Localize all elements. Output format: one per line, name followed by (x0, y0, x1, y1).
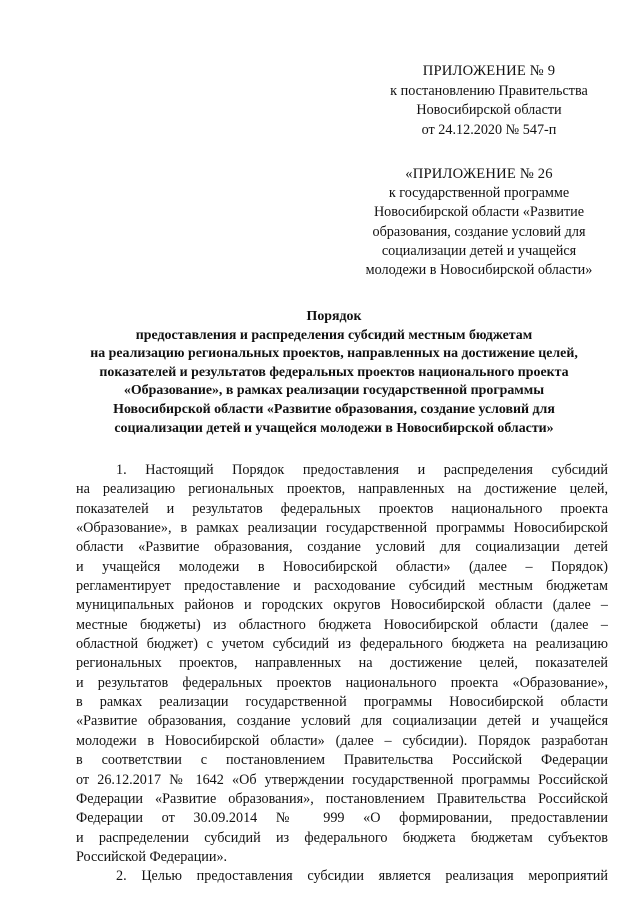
paragraph-line: от 26.12.2017 № 1642 «Об утверждении государственной программы Российской (76, 771, 608, 788)
title-line: социализации детей и учащейся молодежи в Новосибирской области» (114, 420, 554, 436)
paragraph-line: местные бюджеты) из областного бюджета Новосибирской области (далее – (76, 616, 608, 633)
paragraph-2 (76, 867, 608, 886)
paragraph-line: «Образование», в рамках реализации государственной программы Новосибирской (76, 520, 608, 537)
paragraph-line: Российской Федерации». (76, 848, 228, 865)
title-line: предоставления и распределения субсидий местным бюджетам (135, 327, 533, 343)
paragraph-line: молодежи в Новосибирской области» (далее – субсидии). Порядок разработан (76, 732, 608, 749)
paragraph-line: и учащейся молодежи в Новосибирской области» (далее – Порядок) (76, 558, 608, 575)
paragraph-line: «Развитие образования, создание условий для социализации детей и учащейся (76, 713, 608, 730)
title-line: Новосибирской области «Развитие образования, создание условий для (113, 401, 555, 417)
annex-26-line: образования, создание условий для (372, 223, 586, 240)
title-line: показателей и результатов федеральных проектов национального проекта (99, 364, 569, 380)
paragraph-line: региональных проектов, направленных на достижение целей, показателей (76, 655, 608, 672)
document-title (60, 308, 608, 438)
annex-26-line: социализации детей и учащейся (381, 242, 577, 259)
annex-9-header (380, 62, 598, 140)
annex-9-line: к постановлению Правительства (390, 82, 588, 99)
paragraph-line: областной бюджет) с учетом субсидий из федерального бюджета на реализацию (76, 636, 608, 653)
annex-26-line: к государственной программе (388, 185, 570, 202)
paragraph-line: регламентирует предоставление и расходование субсидий местным бюджетам (76, 578, 608, 595)
annex-26-line: Новосибирской области «Развитие (373, 204, 585, 221)
annex-26-line: молодежи в Новосибирской области» (365, 262, 593, 279)
paragraph-1 (76, 461, 608, 867)
annex-9-line: от 24.12.2020 № 547-п (421, 121, 557, 138)
paragraph-line: и распределении субсидий из федерального бюджета бюджетам субъектов (76, 829, 608, 846)
title-line: Порядок (306, 309, 362, 324)
title-line: «Образование», в рамках реализации государственной программы (123, 383, 545, 399)
annex-9-heading: ПРИЛОЖЕНИЕ № 9 (422, 63, 556, 79)
document-body (76, 461, 608, 887)
paragraph-line: Федерации «Развитие образования», постановлением Правительства Российской (76, 790, 608, 807)
annex-26-heading: «ПРИЛОЖЕНИЕ № 26 (405, 166, 553, 182)
title-line: на реализацию региональных проектов, направленных на достижение целей, (90, 346, 578, 362)
paragraph-line: и результатов федеральных проектов национального проекта «Образование», (76, 674, 608, 691)
paragraph-line: показателей и результатов федеральных проектов национального проекта (76, 500, 608, 517)
paragraph-line: 1. Настоящий Порядок предоставления и распределения субсидий (116, 462, 608, 478)
annex-9-line: Новосибирской области (416, 102, 562, 118)
paragraph-line: на реализацию региональных проектов, направленных на достижение целей, (76, 481, 608, 498)
paragraph-line: области «Развитие образования, создание условий для социализации детей (76, 539, 608, 556)
paragraph-line: в рамках реализации государственной программы Новосибирской области (76, 694, 608, 711)
paragraph-line: в соответствии с постановлением Правительства Российской Федерации (76, 752, 608, 769)
paragraph-line: муниципальных районов и городских округов Новосибирской области (далее – (76, 597, 608, 614)
paragraph-line: 2. Целью предоставления субсидии является реализация мероприятий (116, 868, 608, 885)
paragraph-line: Федерации от 30.09.2014 № 999 «О формировании, предоставлении (76, 810, 608, 827)
annex-26-header (350, 165, 608, 280)
